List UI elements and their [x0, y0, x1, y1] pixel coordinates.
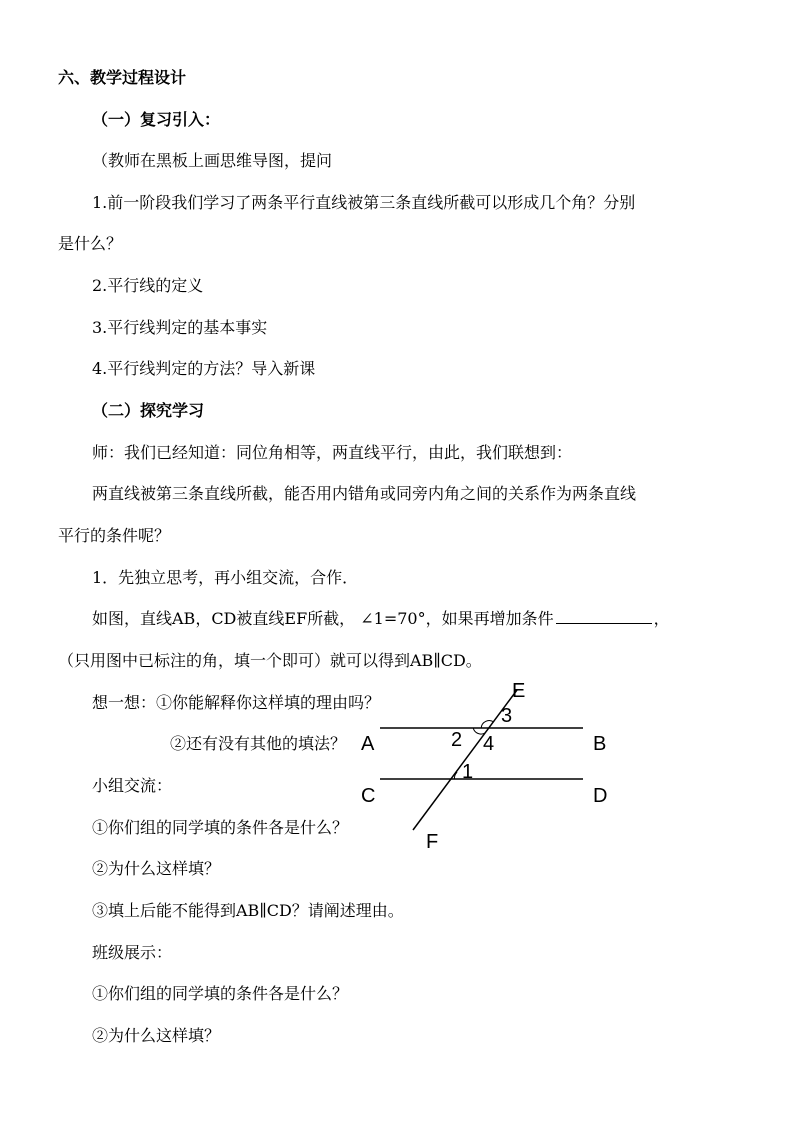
part2-heading: （二）探究学习 [92, 401, 205, 420]
angle-label-2: 2 [451, 729, 463, 751]
figure-description-note: （只用图中已标注的角，填一个即可）就可以得到AB∥CD。 [58, 651, 482, 670]
exploration-question-line-1: 两直线被第三条直线所截，能否用内错角或同旁内角之间的关系作为两条直线 [92, 484, 637, 503]
question-2: 2.平行线的定义 [92, 276, 204, 295]
group-question-2: ②为什么这样填？ [92, 859, 221, 878]
label-b: B [593, 733, 607, 755]
question-4: 4.平行线判定的方法？导入新课 [92, 359, 316, 378]
angle-label-1: 1 [462, 761, 474, 783]
question-1-line-1: 1.前一阶段我们学习了两条平行直线被第三条直线所截可以形成几个角？分别 [92, 193, 636, 212]
part1-heading: （一）复习引入： [92, 110, 221, 129]
think-prompt-2: ②还有没有其他的填法？ [170, 734, 347, 753]
class-question-1: ①你们组的同学填的条件各是什么？ [92, 984, 349, 1003]
group-question-1: ①你们组的同学填的条件各是什么？ [92, 818, 349, 837]
teacher-statement: 师：我们已经知道：同位角相等，两直线平行，由此，我们联想到： [92, 443, 573, 462]
label-e: E [512, 680, 526, 702]
label-a: A [361, 733, 375, 755]
label-d: D [593, 785, 608, 807]
think-prompt: 想一想：①你能解释你这样填的理由吗？ [92, 693, 381, 712]
figure-description-text: 如图，直线AB，CD被直线EF所截， ∠1=70°，如果再增加条件 [92, 609, 554, 628]
exploration-question-line-2: 平行的条件呢？ [58, 526, 171, 545]
question-3: 3.平行线判定的基本事实 [92, 318, 268, 337]
figure-description-comma: ， [653, 609, 670, 628]
class-question-2: ②为什么这样填？ [92, 1026, 221, 1045]
label-c: C [361, 785, 376, 807]
angle-label-4: 4 [483, 733, 495, 755]
section-title: 六、教学过程设计 [58, 68, 187, 87]
group-discussion-title: 小组交流： [92, 776, 173, 795]
label-f: F [426, 831, 439, 853]
class-display-title: 班级展示： [92, 943, 173, 962]
parallel-lines-figure [355, 672, 625, 862]
answer-blank[interactable] [556, 609, 652, 624]
figure-description [92, 608, 670, 630]
question-1-line-2: 是什么？ [58, 234, 123, 253]
group-question-3: ③填上后能不能得到AB∥CD？请阐述理由。 [92, 901, 404, 920]
part1-intro: （教师在黑板上画思维导图，提问 [92, 151, 333, 170]
angle-label-3: 3 [501, 705, 513, 727]
task-1: 1．先独立思考，再小组交流，合作． [92, 568, 359, 587]
